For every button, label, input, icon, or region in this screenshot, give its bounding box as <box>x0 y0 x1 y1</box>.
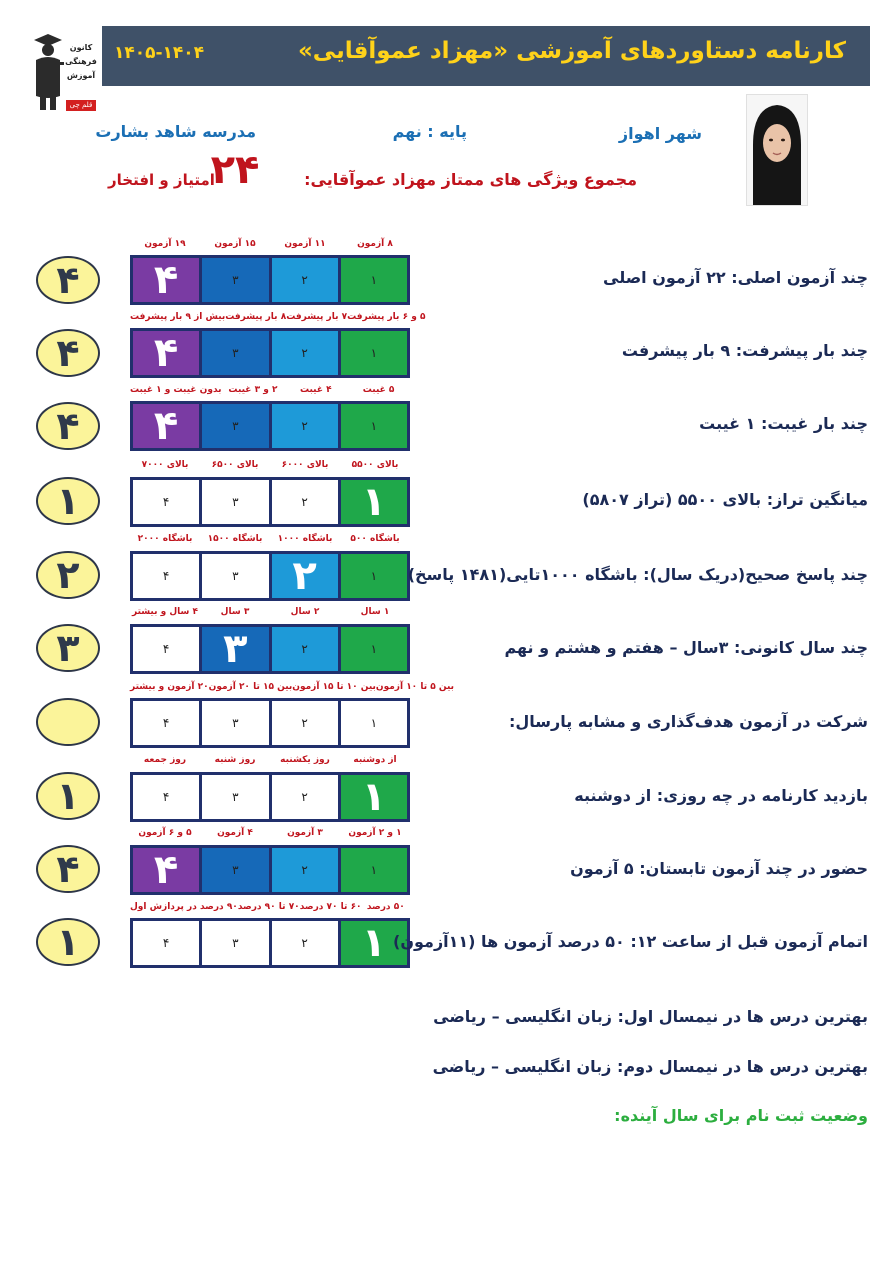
report-title: کارنامه دستاوردهای آموزشی «مهزاد عموآقایی» <box>297 38 846 64</box>
row-8-score-circle: ۴ <box>36 845 100 893</box>
row-5-label-1: ۱ سال <box>360 607 390 617</box>
row-4-box-2: ۲ <box>269 554 338 598</box>
row-7-label-3: روز شنبه <box>214 755 256 765</box>
row-9-label-3: ۷۰ تا ۹۰ درصد <box>237 902 300 912</box>
row-4-labels <box>130 532 410 546</box>
row-8-label-2: ۳ آزمون <box>287 828 323 838</box>
row-8-labels <box>130 826 410 840</box>
row-2-box-4: ۴ <box>133 404 199 448</box>
row-0-boxes <box>130 255 410 305</box>
row-2-label-3: ۲ و ۳ غیبت <box>228 385 278 395</box>
row-8-box-3: ۳ <box>199 848 268 892</box>
graduate-figure-icon <box>30 26 64 112</box>
student-portrait-icon <box>747 95 807 205</box>
row-9-labels <box>130 900 410 914</box>
student-grade: پایه : نهم <box>392 122 467 141</box>
logo-line-1: کانون <box>69 43 93 52</box>
row-1-box-1: ۱ <box>338 331 407 375</box>
best-subjects-first-term: بهترین درس ها در نیمسال اول: زبان انگلیسی – ریاضی <box>433 1007 868 1026</box>
row-8-box-4: ۴ <box>133 848 199 892</box>
row-4-label-4: باشگاه ۲۰۰۰ <box>137 534 193 544</box>
row-4-box-4: ۴ <box>133 554 199 598</box>
row-0-label-4: ۱۹ آزمون <box>144 239 186 249</box>
row-0-box-1: ۱ <box>338 258 407 302</box>
row-2-text: چند بار غیبت: ۱ غیبت <box>699 414 868 433</box>
row-5-label-4: ۴ سال و بیشتر <box>131 607 199 617</box>
row-0-label-2: ۱۱ آزمون <box>284 239 326 249</box>
row-9-boxes <box>130 918 410 968</box>
row-6-labels <box>130 680 455 694</box>
row-1-labels <box>130 310 426 324</box>
row-9-label-2: ۶۰ تا ۷۰ درصد <box>299 902 362 912</box>
row-7-box-4: ۴ <box>133 775 199 819</box>
row-2-box-3: ۳ <box>199 404 268 448</box>
row-9-label-1: ۵۰ درصد <box>366 902 405 912</box>
row-5-score-circle: ۳ <box>36 624 100 672</box>
row-0-label-1: ۸ آزمون <box>357 239 393 249</box>
features-label: مجموع ویژگی های ممتاز مهزاد عموآقایی: <box>304 170 637 189</box>
row-2-labels <box>130 383 410 397</box>
row-7-box-3: ۳ <box>199 775 268 819</box>
row-9-box-2: ۲ <box>269 921 338 965</box>
row-6-box-4: ۴ <box>133 701 199 745</box>
row-6-label-1: بین ۵ تا ۱۰ آزمون <box>375 682 455 692</box>
row-7-boxes <box>130 772 410 822</box>
row-6-boxes <box>130 698 410 748</box>
row-7-box-1: ۱ <box>338 775 407 819</box>
row-4-label-2: باشگاه ۱۰۰۰ <box>277 534 333 544</box>
row-6-score-circle <box>36 698 100 746</box>
row-8-box-2: ۲ <box>269 848 338 892</box>
row-9-text: اتمام آزمون قبل از ساعت ۱۲: ۵۰ درصد آزمون ها (۱۱آزمون) <box>393 932 868 951</box>
row-2-box-1: ۱ <box>338 404 407 448</box>
row-7-box-2: ۲ <box>269 775 338 819</box>
row-3-label-2: بالای ۶۰۰۰ <box>281 460 329 470</box>
row-8-label-1: ۱ و ۲ آزمون <box>348 828 402 838</box>
row-1-box-4: ۴ <box>133 331 199 375</box>
row-1-score-circle: ۴ <box>36 329 100 377</box>
student-school: مدرسه شاهد بشارت <box>95 122 256 141</box>
row-5-box-3: ۳ <box>199 627 268 671</box>
row-1-label-1: ۵ و ۶ بار پیشرفت <box>347 312 426 322</box>
best-subjects-second-term: بهترین درس ها در نیمسال دوم: زبان انگلیسی – ریاضی <box>432 1057 868 1076</box>
header-bar <box>102 26 870 86</box>
row-6-box-3: ۳ <box>199 701 268 745</box>
row-2-label-4: بدون غیبت و ۱ غیبت <box>130 385 222 395</box>
row-0-box-2: ۲ <box>269 258 338 302</box>
row-3-score-circle: ۱ <box>36 477 100 525</box>
row-6-box-2: ۲ <box>269 701 338 745</box>
row-9-box-3: ۳ <box>199 921 268 965</box>
row-6-text: شرکت در آزمون هدف‌گذاری و مشابه پارسال: <box>509 712 868 731</box>
row-0-text: چند آزمون اصلی: ۲۲ آزمون اصلی <box>603 268 868 287</box>
row-7-label-4: روز جمعه <box>143 755 187 765</box>
row-5-boxes <box>130 624 410 674</box>
row-0-box-4: ۴ <box>133 258 199 302</box>
row-3-label-1: بالای ۵۵۰۰ <box>351 460 399 470</box>
student-city: شهر اهواز <box>618 124 702 143</box>
row-8-box-1: ۱ <box>338 848 407 892</box>
row-6-label-4: ۲۰ آزمون و بیشتر <box>130 682 209 692</box>
row-5-box-2: ۲ <box>269 627 338 671</box>
row-5-label-3: ۳ سال <box>220 607 250 617</box>
row-0-box-3: ۳ <box>199 258 268 302</box>
row-1-text: چند بار پیشرفت: ۹ بار پیشرفت <box>621 341 868 360</box>
row-6-box-1: ۱ <box>338 701 407 745</box>
row-1-label-3: ۸ بار پیشرفت <box>225 312 287 322</box>
row-9-label-4: ۹۰ درصد در پردازش اول <box>130 902 238 912</box>
row-3-box-1: ۱ <box>338 480 407 524</box>
row-9-box-4: ۴ <box>133 921 199 965</box>
row-5-labels <box>130 605 410 619</box>
row-3-labels <box>130 458 410 472</box>
logo-line-2: فرهنگی <box>65 57 97 66</box>
logo-line-3: آموزش <box>66 71 96 80</box>
row-7-label-1: از دوشنبه <box>353 755 397 765</box>
row-8-label-4: ۵ و ۶ آزمون <box>138 828 192 838</box>
row-5-text: چند سال کانونی: ۳سال – هفتم و هشتم و نهم <box>504 638 868 657</box>
row-2-label-1: ۵ غیبت <box>362 385 395 395</box>
row-7-score-circle: ۱ <box>36 772 100 820</box>
row-1-box-2: ۲ <box>269 331 338 375</box>
row-3-box-3: ۳ <box>199 480 268 524</box>
row-4-score-circle: ۲ <box>36 551 100 599</box>
logo-line-4: قلم چی <box>66 100 96 111</box>
row-2-box-2: ۲ <box>269 404 338 448</box>
student-photo <box>746 94 808 206</box>
row-2-score-circle: ۴ <box>36 402 100 450</box>
row-1-label-2: ۷ بار پیشرفت <box>286 312 348 322</box>
total-score-label: امتیاز و افتخار <box>108 171 215 189</box>
row-3-label-3: بالای ۶۵۰۰ <box>211 460 259 470</box>
total-score: ۲۴ <box>210 147 260 193</box>
row-0-score-circle: ۴ <box>36 256 100 304</box>
row-9-box-1: ۱ <box>338 921 407 965</box>
academic-years: ۱۴۰۵-۱۴۰۴ <box>114 43 205 63</box>
row-8-text: حضور در چند آزمون تابستان: ۵ آزمون <box>570 859 868 878</box>
row-3-boxes <box>130 477 410 527</box>
row-3-label-4: بالای ۷۰۰۰ <box>141 460 189 470</box>
row-4-label-1: باشگاه ۵۰۰ <box>350 534 400 544</box>
row-6-label-3: بین ۱۵ تا ۲۰ آزمون <box>208 682 293 692</box>
row-2-label-2: ۴ غیبت <box>299 385 332 395</box>
row-0-label-3: ۱۵ آزمون <box>214 239 256 249</box>
row-1-boxes <box>130 328 410 378</box>
row-8-label-3: ۴ آزمون <box>217 828 253 838</box>
row-4-label-3: باشگاه ۱۵۰۰ <box>207 534 263 544</box>
row-5-box-4: ۴ <box>133 627 199 671</box>
row-5-label-2: ۲ سال <box>290 607 320 617</box>
row-5-box-1: ۱ <box>338 627 407 671</box>
row-7-text: بازدید کارنامه در چه روزی: از دوشنبه <box>574 786 868 805</box>
row-7-label-2: روز یکشنبه <box>280 755 330 765</box>
row-4-boxes <box>130 551 410 601</box>
row-4-box-3: ۳ <box>199 554 268 598</box>
row-8-boxes <box>130 845 410 895</box>
row-1-label-4: بیش از ۹ بار پیشرفت <box>130 312 226 322</box>
row-3-box-4: ۴ <box>133 480 199 524</box>
row-6-label-2: بین ۱۰ تا ۱۵ آزمون <box>292 682 376 692</box>
row-0-labels <box>130 237 410 251</box>
row-7-labels <box>130 753 410 767</box>
row-9-score-circle: ۱ <box>36 918 100 966</box>
registration-status: وضعیت ثبت نام برای سال آینده: <box>614 1106 868 1125</box>
row-4-box-1: ۱ <box>338 554 407 598</box>
row-2-boxes <box>130 401 410 451</box>
row-3-box-2: ۲ <box>269 480 338 524</box>
row-3-text: میانگین تراز: بالای ۵۵۰۰ (تراز ۵۸۰۷) <box>582 490 868 509</box>
row-4-text: چند پاسخ صحیح(دریک سال): باشگاه ۱۰۰۰تایی(۱۴۸۱ پاسخ) <box>407 565 868 584</box>
row-1-box-3: ۳ <box>199 331 268 375</box>
